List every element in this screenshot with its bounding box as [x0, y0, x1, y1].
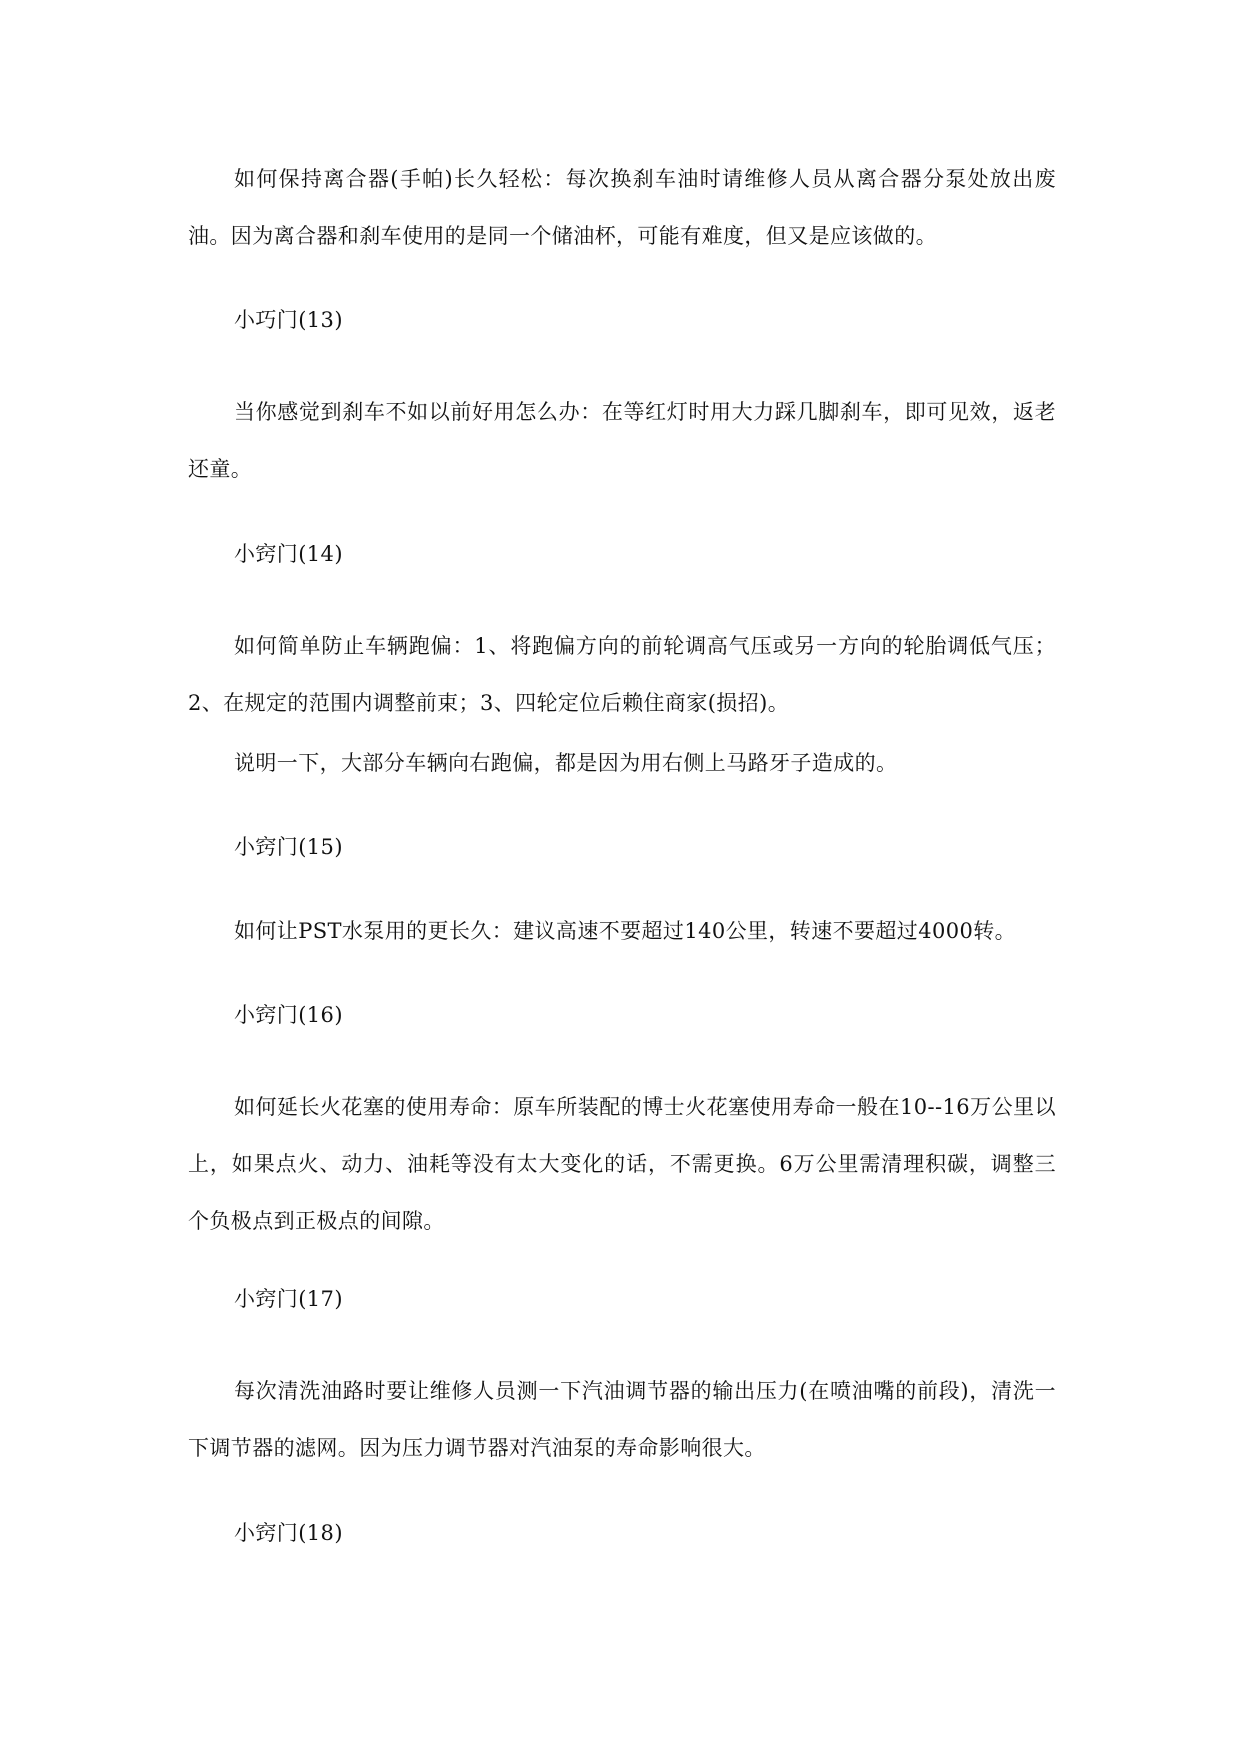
paragraph-spark-plug: 如何延长火花塞的使用寿命：原车所装配的博士火花塞使用寿命一般在10--16万公里以上，如果点火、动力、油耗等没有太大变化的话，不需更换。6万公里需清理积碳，调整三个负极点到正极点的间隙。: [188, 1095, 1056, 1233]
tip-heading-15: 小窍门(15): [234, 835, 343, 859]
tip-heading-13: 小巧门(13): [234, 308, 343, 332]
paragraph-drift-explanation: 说明一下，大部分车辆向右跑偏，都是因为用右侧上马路牙子造成的。: [234, 751, 898, 775]
paragraph-prevent-drift: 如何简单防止车辆跑偏：1、将跑偏方向的前轮调高气压或另一方向的轮胎调低气压；2、在规定的范围内调整前束；3、四轮定位后赖住商家(损招)。: [188, 634, 1056, 715]
tip-heading-17: 小窍门(17): [234, 1287, 343, 1311]
paragraph-brake-tip: 当你感觉到刹车不如以前好用怎么办：在等红灯时用大力踩几脚刹车，即可见效，返老还童。: [188, 400, 1056, 481]
paragraph-fuel-regulator: 每次清洗油路时要让维修人员测一下汽油调节器的输出压力(在喷油嘴的前段)，清洗一下调节器的滤网。因为压力调节器对汽油泵的寿命影响很大。: [188, 1379, 1056, 1460]
paragraph-clutch-maintenance: 如何保持离合器(手帕)长久轻松：每次换刹车油时请维修人员从离合器分泵处放出废油。因为离合器和刹车使用的是同一个储油杯，可能有难度，但又是应该做的。: [188, 167, 1056, 248]
tip-heading-16: 小窍门(16): [234, 1003, 343, 1027]
paragraph-water-pump: 如何让PST水泵用的更长久：建议高速不要超过140公里，转速不要超过4000转。: [234, 919, 1017, 943]
tip-heading-18: 小窍门(18): [234, 1521, 343, 1545]
tip-heading-14: 小窍门(14): [234, 542, 343, 566]
